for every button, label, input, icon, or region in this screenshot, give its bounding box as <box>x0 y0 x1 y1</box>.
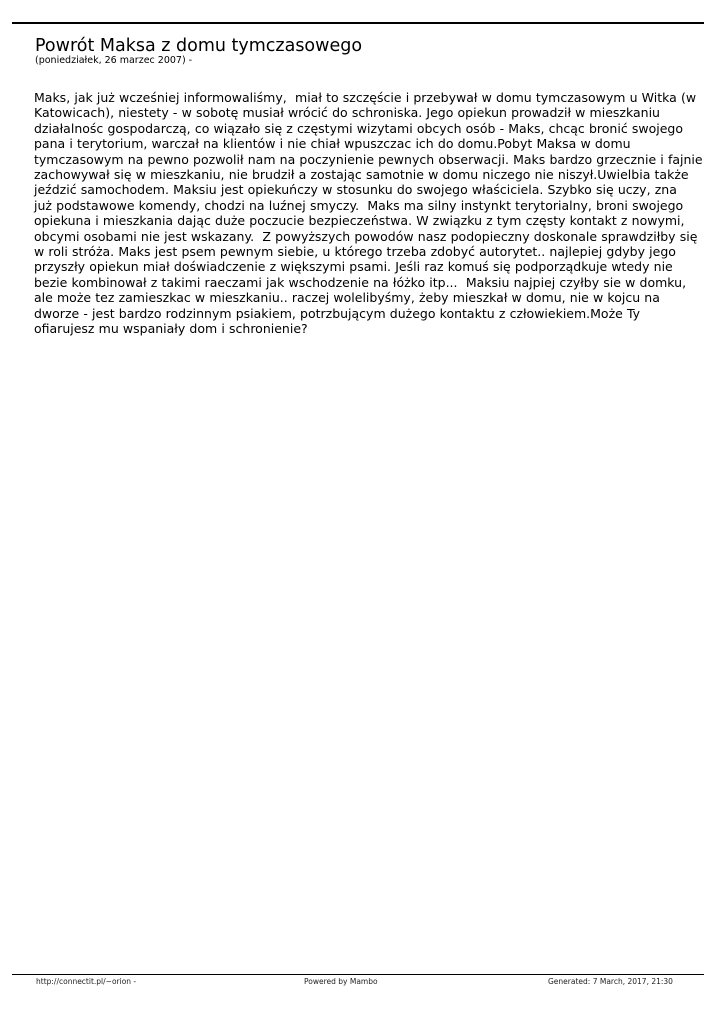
article-body-line: obcymi osobami nie jest wskazany. Z powyższych powodów nasz podopieczny doskonale sprawdziłby się <box>34 228 698 244</box>
bottom-divider <box>12 974 704 975</box>
article-body-line: zachowywał się w mieszkaniu, nie brudził a zostając samotnie w domu niczego nie niszył.Uwielbia także <box>34 167 689 183</box>
footer-url-link[interactable]: http://connectit.pl/~orion - <box>36 977 137 986</box>
article-body-line: bezie kombinował z takimi raeczami jak wschodzenie na łóżko itp... Maksiu najpiej czyłby sie w domku, <box>34 274 687 290</box>
top-divider <box>12 22 704 24</box>
article-date: (poniedziałek, 26 marzec 2007) - <box>35 55 193 66</box>
footer-generated-date: Generated: 7 March, 2017, 21:30 <box>548 977 673 986</box>
article-body-line: opiekuna i mieszkania dając duże poczucie bezpieczeństwa. W związku z tym częsty kontakt z nowymi, <box>34 213 685 229</box>
article-body-line: działalnośc gospodarczą, co wiązało się z częstymi wizytami obcych osób - Maks, chcąc bronić swojego <box>34 120 683 136</box>
article-body-line: jeździć samochodem. Maksiu jest opiekuńczy w stosunku do swojego właściciela. Szybko się uczy, zna <box>34 182 677 198</box>
article-body-line: ofiarujesz mu wspaniały dom i schronienie? <box>34 321 308 337</box>
article-body-line: już podstawowe komendy, chodzi na luźnej smyczy. Maks ma silny instynkt terytorialny, broni swojego <box>34 197 684 213</box>
article-body-line: w roli stróża. Maks jest psem pewnym siebie, u którego trzeba zdobyć autorytet.. najlepiej gdyby jego <box>34 244 676 260</box>
footer-powered-by: Powered by Mambo <box>304 977 378 986</box>
article-title: Powrót Maksa z domu tymczasowego <box>35 36 363 56</box>
article-body-line: dworze - jest bardzo rodzinnym psiakiem, potrzbującym dużego kontaktu z człowiekiem.Może Ty <box>34 305 641 321</box>
article-body-line: pana i terytorium, warczał na klientów i nie chiał wpuszczac ich do domu.Pobyt Maksa w domu <box>34 136 631 152</box>
article-body-line: Maks, jak już wcześniej informowaliśmy, miał to szczęście i przebywał w domu tymczasowym u Witka (w <box>34 90 697 105</box>
article-body <box>34 90 703 337</box>
article-body-line: ale może tez zamieszkac w mieszkaniu.. raczej wolelibyśmy, żeby mieszkał w domu, nie w kojcu na <box>34 290 660 306</box>
article-body-line: przyszły opiekun miał doświadczenie z większymi psami. Jeśli raz komuś się podporządkuje wtedy nie <box>34 259 673 275</box>
article-body-line: Katowicach), niestety - w sobotę musiał wrócić do schroniska. Jego opiekun prowadził w mieszkaniu <box>34 105 660 121</box>
article-body-line: tymczasowym na pewno pozwolił nam na poczynienie pewnych obserwacji. Maks bardzo grzecznie i fajnie <box>34 151 703 167</box>
